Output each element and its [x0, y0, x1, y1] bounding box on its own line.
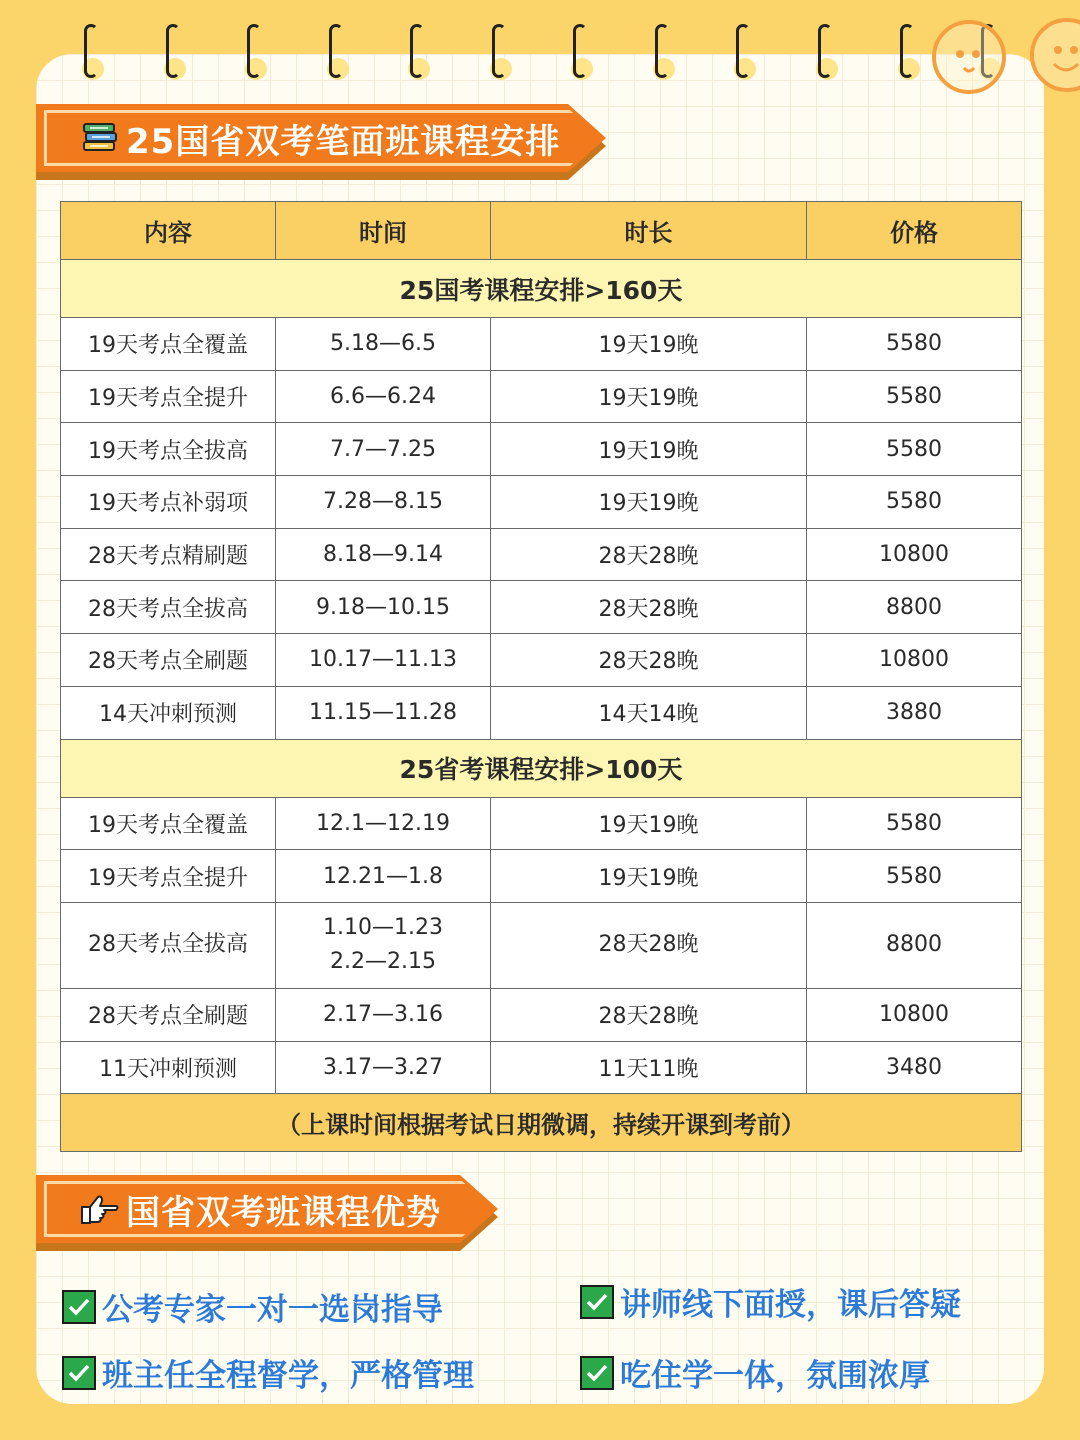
advantages-title: 国省双考班课程优势: [126, 1193, 441, 1233]
smiley-icon: [932, 20, 1006, 94]
table-row: [61, 686, 1022, 739]
cell-content: 11天冲刺预测: [61, 1041, 276, 1094]
advantage-item: [580, 1350, 930, 1395]
ring-icon: [490, 24, 510, 80]
ring-icon: [245, 24, 265, 80]
cell-price: 5580: [807, 476, 1022, 529]
cell-time: [276, 902, 491, 988]
section-title: 25国考课程安排>160天: [61, 260, 1022, 318]
cell-duration: 28天28晚: [491, 581, 807, 634]
ring-icon: [653, 24, 673, 80]
cell-price: 3480: [807, 1041, 1022, 1094]
table-row: [61, 476, 1022, 529]
spiral-binding: [0, 0, 1080, 100]
cell-time: 7.7—7.25: [276, 423, 491, 476]
ring-icon: [164, 24, 184, 80]
advantage-label: 吃住学一体，氛围浓厚: [620, 1358, 930, 1394]
schedule-note: （上课时间根据考试日期微调，持续开课到考前）: [61, 1094, 1022, 1152]
cell-content: 19天考点全覆盖: [61, 318, 276, 371]
cell-price: 5580: [807, 797, 1022, 850]
cell-time: 12.21—1.8: [276, 850, 491, 903]
section-row: [61, 739, 1022, 797]
checkbox-icon: [62, 1356, 96, 1390]
section-title: 25省考课程安排>100天: [61, 739, 1022, 797]
table-row: [61, 902, 1022, 988]
cell-price: 5580: [807, 423, 1022, 476]
ring-icon: [408, 24, 428, 80]
cell-price: 8800: [807, 902, 1022, 988]
table-row: [61, 423, 1022, 476]
cell-content: 19天考点全覆盖: [61, 797, 276, 850]
cell-content: 19天考点补弱项: [61, 476, 276, 529]
title-banner: [36, 104, 606, 172]
cell-price: 10800: [807, 988, 1022, 1041]
time-range: 1.10—1.23: [323, 915, 443, 941]
cell-time: 2.17—3.16: [276, 988, 491, 1041]
advantage-item: [580, 1279, 961, 1324]
table-row: [61, 528, 1022, 581]
cell-content: 28天考点全拔高: [61, 581, 276, 634]
cell-time: 3.17—3.27: [276, 1041, 491, 1094]
cell-duration: 19天19晚: [491, 797, 807, 850]
cell-price: 10800: [807, 634, 1022, 687]
cell-content: 28天考点精刷题: [61, 528, 276, 581]
cell-content: 19天考点全提升: [61, 370, 276, 423]
table-row: [61, 370, 1022, 423]
cell-time: 10.17—11.13: [276, 634, 491, 687]
cell-price: 5580: [807, 370, 1022, 423]
cell-duration: 11天11晚: [491, 1041, 807, 1094]
cell-price: 5580: [807, 318, 1022, 371]
cell-duration: 28天28晚: [491, 988, 807, 1041]
cell-time: 6.6—6.24: [276, 370, 491, 423]
schedule-table: [60, 201, 1022, 1152]
cell-content: 19天考点全拔高: [61, 423, 276, 476]
cell-duration: 19天19晚: [491, 423, 807, 476]
column-header: 内容: [61, 202, 276, 260]
ring-icon: [734, 24, 754, 80]
cell-price: 3880: [807, 686, 1022, 739]
checkbox-icon: [580, 1356, 614, 1390]
time-range: 2.2—2.15: [330, 949, 436, 975]
column-header: 时间: [276, 202, 491, 260]
cell-content: 14天冲刺预测: [61, 686, 276, 739]
table-row: [61, 988, 1022, 1041]
table-row: [61, 634, 1022, 687]
table-row: [61, 797, 1022, 850]
note-row: [61, 1094, 1022, 1152]
advantage-label: 班主任全程督学，严格管理: [102, 1358, 474, 1394]
cell-duration: 19天19晚: [491, 318, 807, 371]
cell-time: 8.18—9.14: [276, 528, 491, 581]
section-row: [61, 260, 1022, 318]
pointing-hand-icon: [80, 1193, 120, 1231]
table-row: [61, 850, 1022, 903]
cell-duration: 14天14晚: [491, 686, 807, 739]
cell-price: 8800: [807, 581, 1022, 634]
cell-duration: 28天28晚: [491, 634, 807, 687]
advantage-label: 讲师线下面授，课后答疑: [620, 1287, 961, 1323]
ring-icon: [571, 24, 591, 80]
cell-time: 9.18—10.15: [276, 581, 491, 634]
ring-icon: [898, 24, 918, 80]
ring-icon: [327, 24, 347, 80]
cell-price: 5580: [807, 850, 1022, 903]
checkbox-icon: [580, 1285, 614, 1319]
cell-time: 7.28—8.15: [276, 476, 491, 529]
advantage-label: 公考专家一对一选岗指导: [102, 1292, 443, 1328]
cell-time: 11.15—11.28: [276, 686, 491, 739]
cell-content: 28天考点全刷题: [61, 634, 276, 687]
cell-duration: 19天19晚: [491, 476, 807, 529]
cell-content: 28天考点全刷题: [61, 988, 276, 1041]
ring-icon: [82, 24, 102, 80]
cell-price: 10800: [807, 528, 1022, 581]
table-row: [61, 581, 1022, 634]
cell-duration: 28天28晚: [491, 528, 807, 581]
cell-time: 5.18—6.5: [276, 318, 491, 371]
checkbox-icon: [62, 1290, 96, 1324]
page-title: 25国省双考笔面班课程安排: [126, 122, 561, 162]
cell-duration: 19天19晚: [491, 850, 807, 903]
books-icon: [82, 120, 118, 160]
cell-time: 12.1—12.19: [276, 797, 491, 850]
table-header-row: [61, 202, 1022, 260]
cell-content: 28天考点全拔高: [61, 902, 276, 988]
column-header: 价格: [807, 202, 1022, 260]
cell-content: 19天考点全提升: [61, 850, 276, 903]
cell-duration: 19天19晚: [491, 370, 807, 423]
advantage-item: [62, 1350, 474, 1395]
table-row: [61, 1041, 1022, 1094]
ring-icon: [816, 24, 836, 80]
cell-duration: 28天28晚: [491, 902, 807, 988]
advantages-banner: [36, 1175, 498, 1243]
advantage-item: [62, 1284, 443, 1329]
smiley-icon: [1030, 18, 1080, 92]
table-row: [61, 318, 1022, 371]
column-header: 时长: [491, 202, 807, 260]
